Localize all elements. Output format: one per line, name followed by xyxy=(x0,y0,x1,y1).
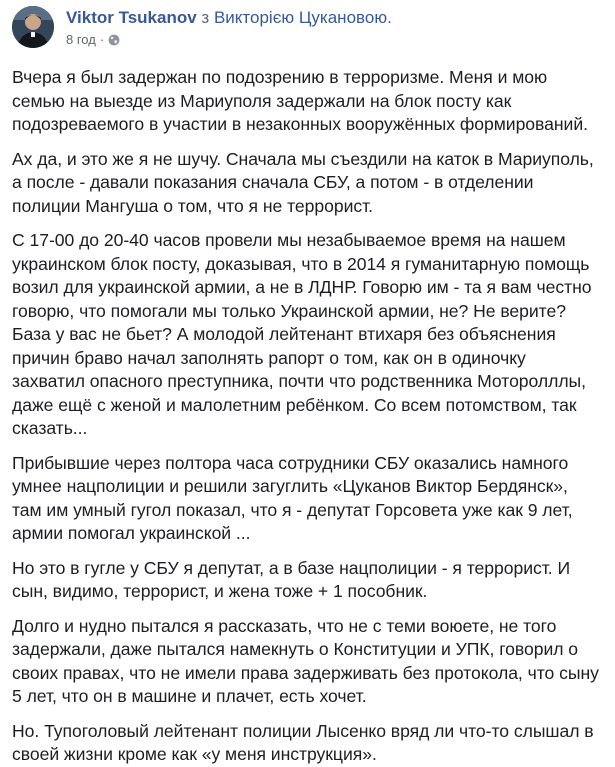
post-paragraph: Вчера я был задержан по подозрению в терроризме. Меня и мою семью на выезде из Мариуполя задержали на блок посту как подозреваемого в участии в незаконных вооружённых формирований. xyxy=(12,67,588,134)
tagged-person-link[interactable]: Викторією Цукановою. xyxy=(213,8,392,27)
author-name-link[interactable]: Viktor Tsukanov xyxy=(66,8,197,27)
author-line xyxy=(66,8,392,28)
post-paragraph: Прибывшие через полтора часа сотрудники СБУ оказались намного умнее нацполиции и решили загуглить «Цуканов Виктор Бердянск», там им умный гугол показал, что я - депутат Горсовета уже как 9 лет, армии помогал украинской ... xyxy=(12,452,573,543)
with-word: з xyxy=(201,8,210,27)
globe-icon[interactable] xyxy=(108,34,120,46)
post-paragraph: Но это в гугле у СБУ я депутат, а в базе нацполиции - я террорист. И сын, видимо, террорист, и жена тоже + 1 пособник. xyxy=(12,557,571,601)
post-timestamp[interactable]: 8 год xyxy=(66,32,96,47)
post-paragraph: Ах да, и это же я не шучу. Сначала мы съездили на каток в Мариуполь, а после - давали показания сначала СБУ, а потом - в отделении полиции Мангуша о том, что я не террорист. xyxy=(12,148,594,216)
post-paragraph: Но. Тупоголовый лейтенант полиции Лысенко вряд ли что-то слышал в своей жизни кроме как «у меня инструкция». xyxy=(12,720,594,764)
post-meta xyxy=(66,32,120,48)
avatar-photo xyxy=(12,6,54,48)
meta-separator: · xyxy=(99,32,105,47)
post-body xyxy=(0,56,615,767)
post-paragraph: Долго и нудно пытался я рассказать, что не с теми воюете, не того задержали, даже пытался намекнуть о Конституции и УПК, говорил о своих правах, что не имели права задерживать без протокола, что сыну 5 лет, что он в машине и плачет, есть хочет. xyxy=(12,615,599,706)
post-header xyxy=(0,0,615,56)
avatar[interactable] xyxy=(12,6,54,48)
post-paragraph: С 17-00 до 20-40 часов провели мы незабываемое время на нашем украинском блок посту, доказывая, что в 2014 я гуманитарную помощь возил для украинской армии, а не в ЛДНР. Говорю им - та я вам честно говорю, что помогали мы только Украинской армии, не? Не верите? База у вас не бьет? А молодой лейтенант втихаря без объяснения причин браво начал заполнять рапорт о том, как он в одиночку захватил опасного преступника, почти что родственника Моторолллы, даже ещё с женой и малолетним ребёнком. Со всем потомством, так сказать... xyxy=(12,230,592,438)
